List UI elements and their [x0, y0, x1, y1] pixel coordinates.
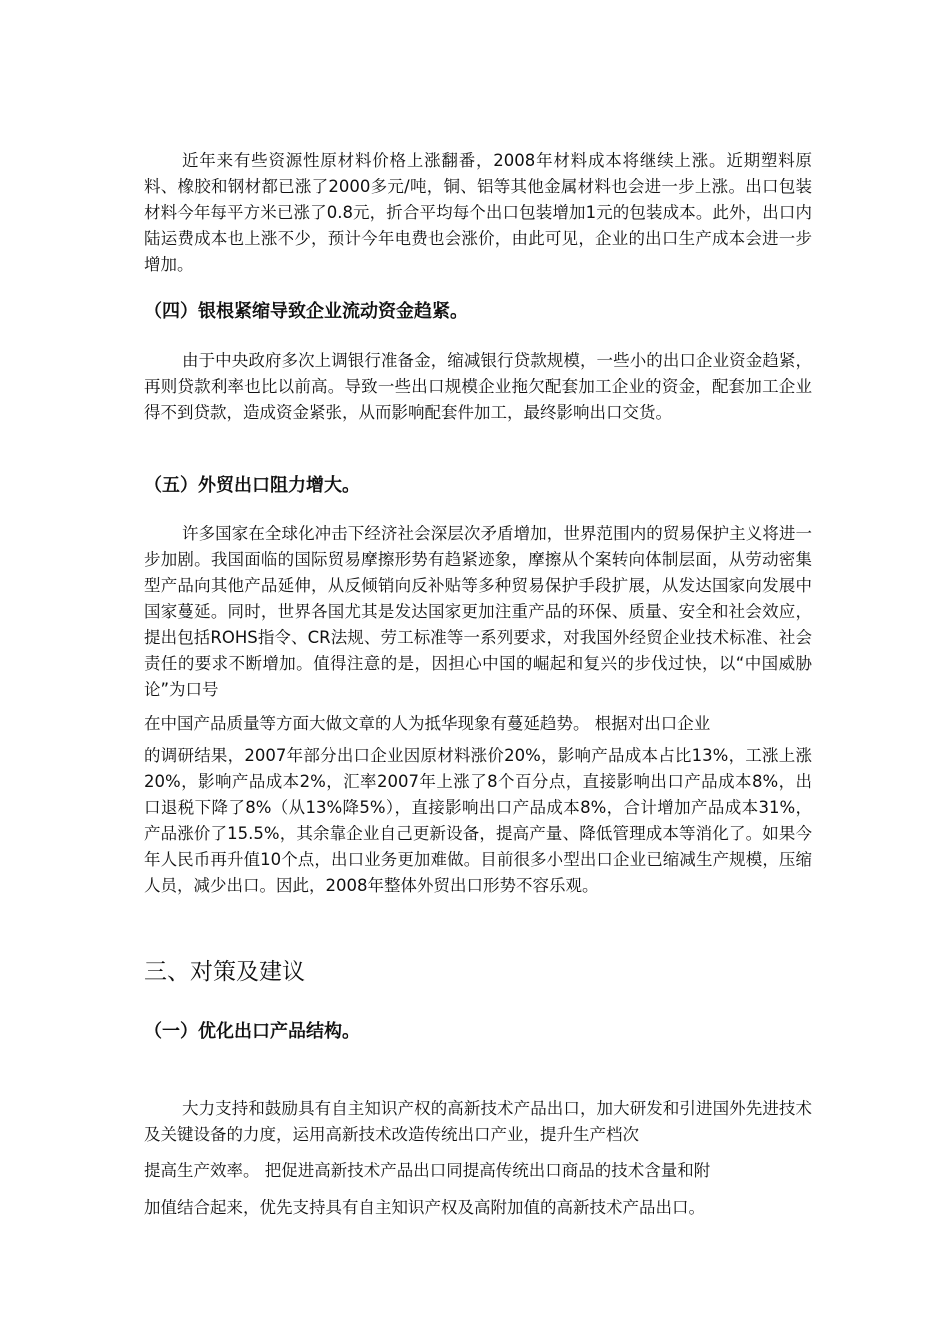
heading-trade-resistance: （五）外贸出口阻力增大。	[144, 475, 360, 496]
heading-section-countermeasures: 三、对策及建议	[144, 959, 305, 985]
paragraph-trade-resistance-part3: 的调研结果，2007年部分出口企业因原材料涨价20%，影响产品成本占比13%，工涨上涨20%，影响产品成本2%，汇率2007年上涨了8个百分点，直接影响出口产品成本8%，出口退税下降了8%（从13%降5%），直接影响出口产品成本8%，合计增加产品成本31%，产品涨价了15.5%，其余靠企业自己更新设备，提高产量、降低管理成本等消化了。如果今年人民币再升值10个点，出口业务更加难做。目前很多小型出口企业已缩减生产规模，压缩人员，减少出口。因此，2008年整体外贸出口形势不容乐观。	[144, 746, 812, 895]
paragraph-optimize-structure-part2: 提高生产效率。 把促进高新技术产品出口同提高传统出口商品的技术含量和附	[144, 1161, 711, 1180]
paragraph-material-costs: 近年来有些资源性原材料价格上涨翻番，2008年材料成本将继续上涨。近期塑料原料、橡胶和钢材都已涨了2000多元/吨，铜、铝等其他金属材料也会进一步上涨。出口包装材料今年每平方米已涨了0.8元，折合平均每个出口包装增加1元的包装成本。此外，出口内陆运费成本也上涨不少，预计今年电费也会涨价，由此可见，企业的出口生产成本会进一步增加。	[144, 151, 812, 274]
heading-credit-tightening: （四）银根紧缩导致企业流动资金趋紧。	[144, 301, 468, 322]
paragraph-credit-tightening: 由于中央政府多次上调银行准备金，缩减银行贷款规模，一些小的出口企业资金趋紧，再则贷款利率也比以前高。导致一些出口规模企业拖欠配套加工企业的资金，配套加工企业得不到贷款，造成资金紧张，从而影响配套件加工，最终影响出口交货。	[144, 351, 812, 422]
paragraph-trade-resistance-part2: 在中国产品质量等方面大做文章的人为抵华现象有蔓延趋势。 根据对出口企业	[144, 714, 711, 733]
paragraph-optimize-structure-part1: 大力支持和鼓励具有自主知识产权的高新技术产品出口，加大研发和引进国外先进技术及关键设备的力度，运用高新技术改造传统出口产业，提升生产档次	[144, 1099, 812, 1144]
heading-optimize-structure: （一）优化出口产品结构。	[144, 1021, 360, 1042]
paragraph-trade-resistance-part1: 许多国家在全球化冲击下经济社会深层次矛盾增加，世界范围内的贸易保护主义将进一步加剧。我国面临的国际贸易摩擦形势有趋紧迹象，摩擦从个案转向体制层面，从劳动密集型产品向其他产品延伸，从反倾销向反补贴等多种贸易保护手段扩展，从发达国家向发展中国家蔓延。同时，世界各国尤其是发达国家更加注重产品的环保、质量、安全和社会效应，提出包括ROHS指令、CR法规、劳工标准等一系列要求，对我国外经贸企业技术标准、社会责任的要求不断增加。值得注意的是，因担心中国的崛起和复兴的步伐过快，以“中国威胁论”为口号	[144, 524, 812, 699]
paragraph-optimize-structure-part3: 加值结合起来，优先支持具有自主知识产权及高附加值的高新技术产品出口。	[144, 1198, 705, 1217]
